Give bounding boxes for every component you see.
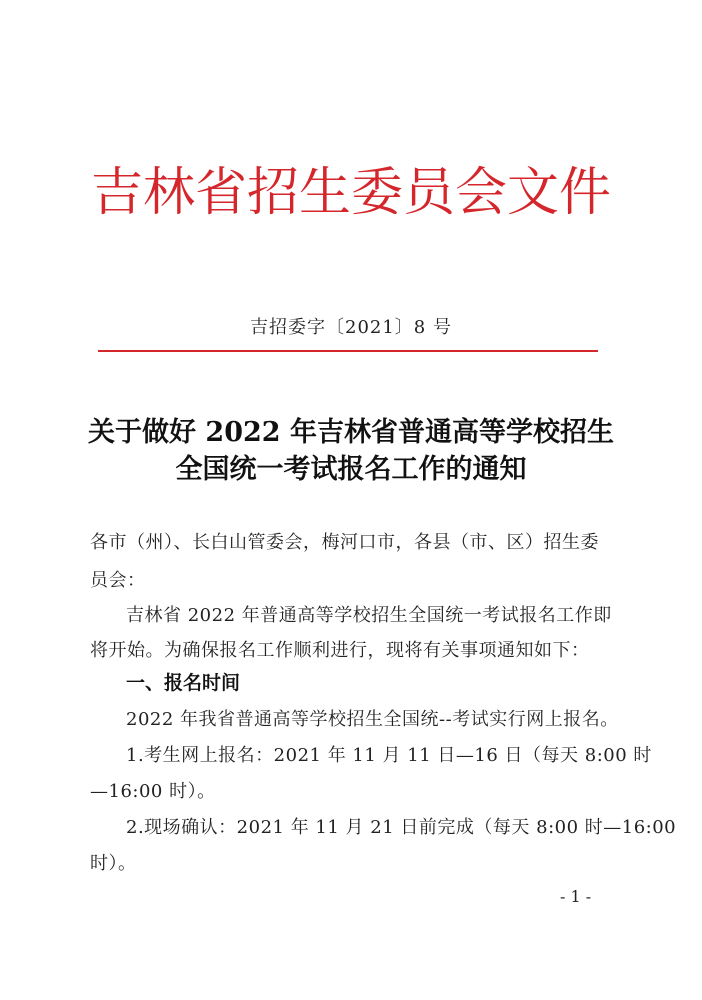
intro-line2: 将开始。为确保报名工作顺利进行，现将有关事项通知如下： <box>90 640 590 661</box>
item1-line2: —16:00 时）。 <box>90 781 216 802</box>
section1-paragraph: 2022 年我省普通高等学校招生全国统--考试实行网上报名。 <box>126 709 619 730</box>
page-number: - 1 - <box>560 887 592 906</box>
red-divider-line <box>98 350 598 352</box>
item2-line1: 2.现场确认：2021 年 11 月 21 日前完成（每天 8:00 时—16:00 <box>126 817 677 838</box>
notice-title-line1: 关于做好 2022 年吉林省普通高等学校招生 <box>88 417 614 448</box>
notice-title-line2: 全国统一考试报名工作的通知 <box>175 454 527 485</box>
intro-line1: 吉林省 2022 年普通高等学校招生全国统一考试报名工作即 <box>126 605 612 626</box>
item1-line1: 1.考生网上报名：2021 年 11 月 11 日—16 日（每天 8:00 时 <box>126 745 652 766</box>
item2-line2: 时）。 <box>90 853 137 874</box>
salutation-line1: 各市（州）、长白山管委会，梅河口市，各县（市、区）招生委 <box>90 532 599 553</box>
salutation-line2: 员会： <box>90 570 146 591</box>
document-header-title: 吉林省招生委员会文件 <box>90 163 611 223</box>
document-number: 吉招委字〔2021〕8 号 <box>250 317 452 338</box>
section1-heading: 一、报名时间 <box>126 672 241 694</box>
